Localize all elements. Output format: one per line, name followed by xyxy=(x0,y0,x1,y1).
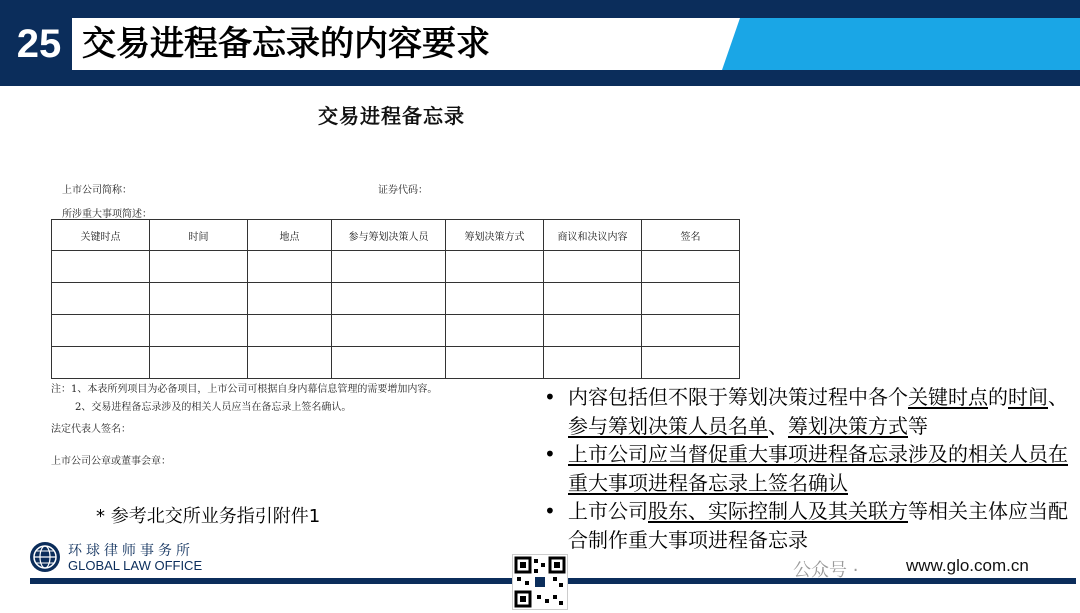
globe-logo-icon xyxy=(30,542,60,572)
seal-label: 上市公司公章或董事会章： xyxy=(51,456,171,467)
logo-cn-text: 环球律师事务所 xyxy=(68,543,194,559)
col-key-time: 关键时点 xyxy=(52,220,150,251)
bullet-text: 上市公司 xyxy=(568,499,648,523)
slide-number: 25 xyxy=(16,22,62,66)
table-row xyxy=(52,347,740,379)
bullet-text: 、 xyxy=(1048,385,1068,409)
col-signature: 签名 xyxy=(642,220,740,251)
legal-rep-label: 法定代表人签名： xyxy=(51,424,131,435)
bullet-text: 的 xyxy=(988,385,1008,409)
website-url: www.glo.com.cn xyxy=(906,556,1029,575)
bullet-highlight: 筹划决策方式 xyxy=(788,413,908,438)
logo-en-text: GLOBAL LAW OFFICE xyxy=(68,558,203,573)
bullet-item xyxy=(540,440,1072,497)
col-time: 时间 xyxy=(150,220,248,251)
bullet-item xyxy=(540,497,1072,554)
bullet-highlight: 上市公司应当督促重大事项进程备忘录涉及的相关人员在重大事项进程备忘录上签名确认 xyxy=(568,442,1068,495)
table-row xyxy=(52,315,740,347)
form-note-1: 注：1、本表所列项目为必备项目，上市公司可根据自身内幕信息管理的需要增加内容。 xyxy=(51,384,438,395)
col-place: 地点 xyxy=(248,220,332,251)
bullet-text: 、 xyxy=(768,413,788,438)
col-content: 商议和决议内容 xyxy=(544,220,642,251)
table-row xyxy=(52,251,740,283)
bullet-highlight: 参与筹划决策人员名单 xyxy=(568,413,768,438)
slide-title: 交易进程备忘录的内容要求 xyxy=(82,24,490,64)
bullet-text: 内容包括但不限于筹划决策过程中各个 xyxy=(568,385,908,409)
matter-summary-label: 所涉重大事项简述： xyxy=(62,209,152,220)
bullet-text: 等 xyxy=(908,413,928,438)
bullet-text: 等相关主体应当配合制作重大事项进程备忘录 xyxy=(568,499,1068,552)
qr-code-icon xyxy=(512,554,568,610)
reference-note: * 参考北交所业务指引附件1 xyxy=(96,506,321,527)
bullet-item xyxy=(540,383,1072,440)
header-accent xyxy=(722,18,1080,70)
table-header-row xyxy=(52,220,740,251)
memo-table xyxy=(51,219,740,379)
bullet-dot-icon: • xyxy=(544,442,556,466)
form-note-2: 2、交易进程备忘录涉及的相关人员应当在备忘录上签名确认。 xyxy=(75,402,352,413)
bullet-dot-icon: • xyxy=(544,385,556,409)
bullet-highlight: 关键时点 xyxy=(908,385,988,409)
security-code-label: 证券代码： xyxy=(378,185,428,196)
company-short-name-label: 上市公司简称： xyxy=(62,185,132,196)
bullet-highlight: 时间 xyxy=(1008,385,1048,409)
bullet-dot-icon: • xyxy=(544,499,556,523)
wechat-watermark: 公众号 · xyxy=(793,560,859,581)
col-participants: 参与筹划决策人员 xyxy=(332,220,446,251)
bullet-list xyxy=(540,383,1072,554)
col-method: 筹划决策方式 xyxy=(446,220,544,251)
table-row xyxy=(52,283,740,315)
bullet-highlight: 股东、实际控制人及其关联方 xyxy=(648,499,908,523)
form-title: 交易进程备忘录 xyxy=(318,104,465,128)
